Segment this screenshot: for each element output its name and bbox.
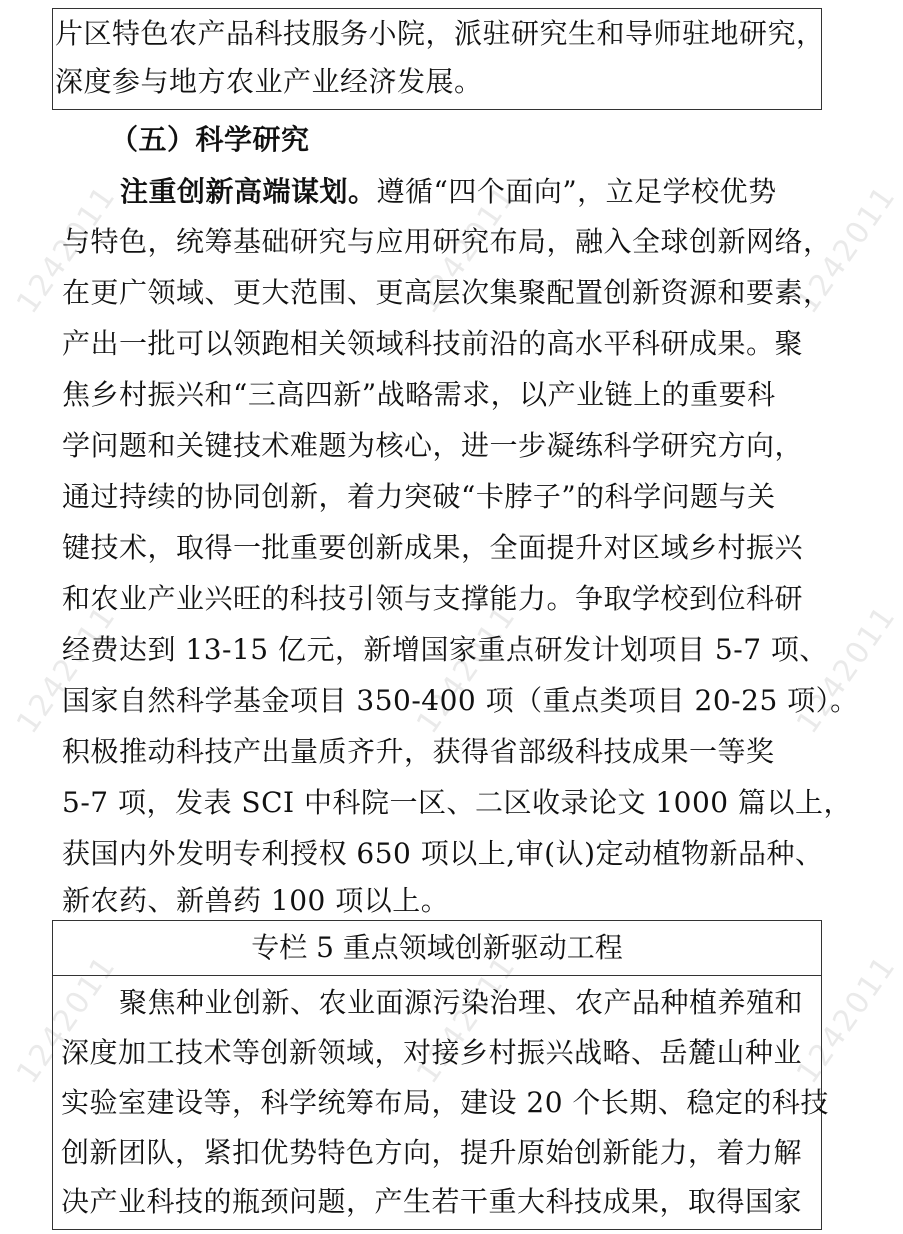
lead-paragraph-line xyxy=(120,167,777,217)
sidebar-line: 实验室建设等，科学统筹布局，建设 20 个长期、稳定的科技 xyxy=(61,1086,829,1119)
watermark: 1242011 xyxy=(410,599,524,741)
watermark: 1242011 xyxy=(790,179,903,321)
box-line: 片区特色农产品科技服务小院，派驻研究生和导师驻地研究， xyxy=(55,17,825,50)
watermark: 1242011 xyxy=(790,949,903,1091)
body-line: 5-7 项，发表 SCI 中科院一区、二区收录论文 1000 篇以上， xyxy=(62,786,853,819)
watermark: 1242011 xyxy=(790,599,903,741)
watermark: 1242011 xyxy=(410,179,524,321)
body-line: 键技术，取得一批重要创新成果，全面提升对区域乡村振兴 xyxy=(62,531,804,564)
body-line: 积极推动科技产出量质齐升，获得省部级科技成果一等奖 xyxy=(62,735,775,768)
sidebar-divider xyxy=(53,975,821,976)
body-line: 与特色，统筹基础研究与应用研究布局，融入全球创新网络， xyxy=(62,225,832,258)
section-heading: （五）科学研究 xyxy=(110,123,310,156)
sidebar-line: 聚焦种业创新、农业面源污染治理、农产品种植养殖和 xyxy=(119,986,804,1019)
lead-bold-phrase: 注重创新高端谋划。 xyxy=(120,175,377,208)
body-line: 获国内外发明专利授权 650 项以上,审(认)定动植物新品种、 xyxy=(62,837,824,870)
sidebar-line: 深度加工技术等创新领域，对接乡村振兴战略、岳麓山种业 xyxy=(61,1036,803,1069)
watermark: 1242011 xyxy=(10,179,124,321)
sidebar-box xyxy=(52,920,829,1230)
sidebar-line: 创新团队，紧扣优势特色方向，提升原始创新能力，着力解 xyxy=(61,1136,803,1169)
watermark: 1242011 xyxy=(10,599,124,741)
body-line: 国家自然科学基金项目 350-400 项（重点类项目 20-25 项）。 xyxy=(62,684,859,717)
sidebar-line: 决产业科技的瓶颈问题，产生若干重大科技成果，取得国家 xyxy=(61,1185,803,1218)
body-line: 焦乡村振兴和“三高四新”战略需求，以产业链上的重要科 xyxy=(62,378,776,411)
body-line: 和农业产业兴旺的科技引领与支撑能力。争取学校到位科研 xyxy=(62,582,804,615)
body-line: 产出一批可以领跑相关领域科技前沿的高水平科研成果。聚 xyxy=(62,327,804,360)
watermark: 1242011 xyxy=(10,949,124,1091)
body-line: 通过持续的协同创新，着力突破“卡脖子”的科学问题与关 xyxy=(62,480,776,513)
body-line: 经费达到 13-15 亿元，新增国家重点研发计划项目 5-7 项、 xyxy=(62,633,828,666)
body-line: 在更广领域、更大范围、更高层次集聚配置创新资源和要素， xyxy=(62,276,832,309)
body-line: 新农药、新兽药 100 项以上。 xyxy=(62,884,450,917)
watermark: 1242011 xyxy=(410,949,524,1091)
top-text-box xyxy=(52,8,825,110)
sidebar-title: 专栏 5 重点领域创新驱动工程 xyxy=(251,931,623,964)
body-line: 学问题和关键技术难题为核心，进一步凝练科学研究方向， xyxy=(62,429,804,462)
box-line: 深度参与地方农业产业经济发展。 xyxy=(55,65,483,98)
lead-rest-text: 遵循“四个面向”，立足学校优势 xyxy=(376,175,777,208)
